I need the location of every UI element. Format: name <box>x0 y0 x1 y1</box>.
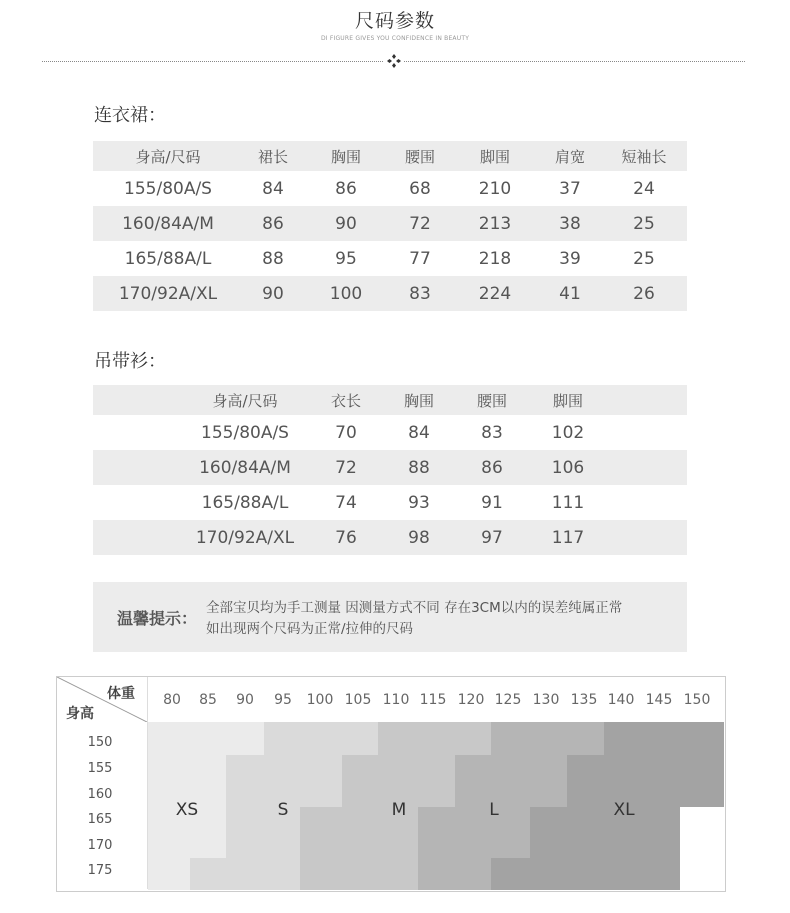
size-region-xl <box>491 858 680 890</box>
size-region-xl <box>604 722 724 755</box>
dress-header-row <box>93 141 687 171</box>
weight-tick: 130 <box>532 692 560 708</box>
height-axis-label: 身高 <box>66 706 94 722</box>
size-region-m <box>378 722 491 755</box>
column-header: 身高/尺码 <box>181 385 309 415</box>
weight-tick: 85 <box>199 692 217 708</box>
table-cell: 68 <box>409 178 431 199</box>
table-cell: 84 <box>262 178 284 199</box>
size-label-xl: XL <box>613 800 635 820</box>
table-cell: 38 <box>539 206 601 241</box>
size-region-xs <box>148 722 264 755</box>
table-cell: 117 <box>529 520 607 555</box>
camisole-header-row <box>93 385 687 415</box>
weight-tick: 110 <box>382 692 410 708</box>
table-row <box>93 485 687 520</box>
table-cell: 224 <box>451 276 539 311</box>
size-region-s <box>190 858 300 890</box>
table-cell: 24 <box>633 178 655 199</box>
column-header: 胸围 <box>383 385 455 415</box>
table-cell: 86 <box>335 178 357 199</box>
tip-line: 如出现两个尺码为正常/拉伸的尺码 <box>206 621 414 637</box>
size-region-xs <box>148 755 226 781</box>
table-cell: 26 <box>601 276 687 311</box>
table-cell: 70 <box>335 422 357 443</box>
size-region-m <box>300 833 418 858</box>
weight-tick: 100 <box>306 692 334 708</box>
table-cell: 76 <box>309 520 383 555</box>
tip-label: 温馨提示： <box>117 609 198 628</box>
size-region-xs <box>148 833 226 858</box>
table-cell: 86 <box>243 206 303 241</box>
table-row <box>93 206 687 241</box>
size-label-l: L <box>489 800 499 820</box>
column-header: 腰围 <box>455 385 529 415</box>
camisole-section-title: 吊带衫： <box>94 351 166 372</box>
table-cell: 97 <box>455 520 529 555</box>
column-header: 衣长 <box>309 385 383 415</box>
size-label-xs: XS <box>175 800 199 820</box>
size-region-xs <box>148 858 190 890</box>
table-row <box>93 415 687 450</box>
table-cell: 106 <box>529 450 607 485</box>
size-region-s <box>226 755 342 781</box>
table-cell: 102 <box>551 422 585 443</box>
height-tick: 160 <box>87 787 113 802</box>
size-region-m <box>342 755 455 781</box>
table-cell: 83 <box>389 276 451 311</box>
table-row <box>93 171 687 206</box>
weight-tick: 115 <box>419 692 447 708</box>
table-cell: 39 <box>559 248 581 269</box>
column-header: 脚围 <box>451 141 539 171</box>
weight-tick: 140 <box>607 692 635 708</box>
table-cell: 25 <box>633 248 655 269</box>
height-tick: 175 <box>87 863 113 878</box>
size-label-s: S <box>277 800 289 820</box>
weight-tick: 150 <box>683 692 711 708</box>
tip-line: 全部宝贝均为手工测量 因测量方式不同 存在3CM以内的误差纯属正常 <box>206 600 623 616</box>
table-cell: 41 <box>539 276 601 311</box>
table-cell: 170/92A/XL <box>93 276 243 311</box>
table-cell: 165/88A/L <box>201 492 289 513</box>
table-cell: 72 <box>309 450 383 485</box>
size-region-l <box>418 833 530 858</box>
table-cell: 25 <box>601 206 687 241</box>
table-cell: 90 <box>303 206 389 241</box>
height-tick: 155 <box>87 761 113 776</box>
weight-tick: 105 <box>344 692 372 708</box>
table-row <box>93 276 687 311</box>
table-cell: 210 <box>478 178 512 199</box>
table-cell: 95 <box>335 248 357 269</box>
column-header: 胸围 <box>303 141 389 171</box>
page-title: 尺码参数 <box>354 10 435 32</box>
table-cell: 213 <box>451 206 539 241</box>
table-cell: 218 <box>478 248 512 269</box>
table-cell: 98 <box>383 520 455 555</box>
size-label-m: M <box>391 800 407 820</box>
height-tick: 170 <box>87 838 113 853</box>
weight-axis-label: 体重 <box>107 686 135 702</box>
weight-tick: 80 <box>163 692 181 708</box>
weight-tick: 90 <box>236 692 254 708</box>
height-tick: 165 <box>87 812 113 827</box>
dress-size-table <box>93 141 687 311</box>
table-cell: 83 <box>481 422 503 443</box>
size-region-l <box>491 722 604 755</box>
table-cell: 170/92A/XL <box>181 520 309 555</box>
size-region-l <box>455 755 567 781</box>
weight-tick: 135 <box>570 692 598 708</box>
table-cell: 100 <box>303 276 389 311</box>
camisole-size-table <box>93 385 687 555</box>
size-region-m <box>300 858 418 890</box>
table-row <box>93 241 687 276</box>
four-diamond-ornament-icon <box>384 53 404 71</box>
size-region-s <box>264 722 378 755</box>
height-tick: 150 <box>87 735 113 750</box>
table-cell: 72 <box>389 206 451 241</box>
table-cell: 86 <box>455 450 529 485</box>
size-region-s <box>226 833 300 858</box>
table-cell: 91 <box>481 492 503 513</box>
table-cell: 160/84A/M <box>181 450 309 485</box>
table-cell: 165/88A/L <box>124 248 212 269</box>
weight-tick: 145 <box>645 692 673 708</box>
table-cell: 155/80A/S <box>201 422 289 443</box>
weight-tick: 95 <box>274 692 292 708</box>
dress-section-title: 连衣裙： <box>94 105 166 126</box>
size-region-l <box>418 858 491 890</box>
column-header: 脚围 <box>529 385 607 415</box>
table-cell: 37 <box>559 178 581 199</box>
column-header: 身高/尺码 <box>93 141 243 171</box>
table-cell: 160/84A/M <box>93 206 243 241</box>
table-cell: 155/80A/S <box>124 178 212 199</box>
weight-tick: 120 <box>457 692 485 708</box>
column-header: 裙长 <box>243 141 303 171</box>
table-cell: 88 <box>262 248 284 269</box>
table-cell: 74 <box>335 492 357 513</box>
size-region-xl <box>567 755 724 781</box>
table-row <box>93 520 687 555</box>
weight-tick: 125 <box>494 692 522 708</box>
table-cell: 93 <box>408 492 430 513</box>
tip-text <box>206 598 622 640</box>
column-header: 短袖长 <box>601 141 687 171</box>
table-cell: 77 <box>409 248 431 269</box>
page-subtitle: DI FIGURE GIVES YOU CONFIDENCE IN BEAUTY <box>320 35 470 42</box>
table-row <box>93 450 687 485</box>
table-cell: 111 <box>551 492 585 513</box>
table-cell: 90 <box>243 276 303 311</box>
column-header: 腰围 <box>389 141 451 171</box>
size-region-xl <box>530 833 680 858</box>
table-cell: 88 <box>383 450 455 485</box>
column-header: 肩宽 <box>539 141 601 171</box>
table-cell: 84 <box>408 422 430 443</box>
